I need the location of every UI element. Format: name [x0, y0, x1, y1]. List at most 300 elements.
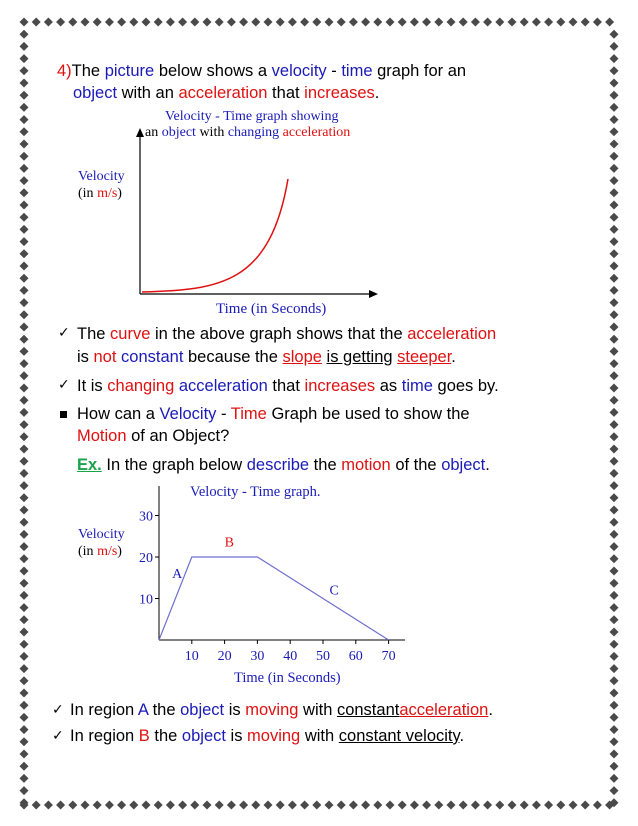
- border-diamond: [610, 323, 619, 332]
- text: with an: [117, 84, 179, 102]
- border-diamond: [117, 801, 126, 810]
- border-diamond: [20, 103, 29, 112]
- border-diamond: [288, 18, 297, 27]
- border-diamond: [20, 420, 29, 429]
- border-diamond: [20, 213, 29, 222]
- border-diamond: [20, 396, 29, 405]
- border-diamond: [325, 801, 334, 810]
- border-diamond: [203, 18, 212, 27]
- border-diamond: [20, 347, 29, 356]
- word-moving: moving: [245, 701, 299, 719]
- border-diamond: [20, 725, 29, 734]
- border-diamond: [610, 310, 619, 319]
- border-diamond: [520, 18, 529, 27]
- border-diamond: [20, 432, 29, 441]
- border-diamond: [203, 801, 212, 810]
- border-diamond: [532, 18, 541, 27]
- border-diamond: [386, 801, 395, 810]
- border-diamond: [610, 750, 619, 759]
- text: is: [225, 727, 248, 745]
- border-diamond: [20, 628, 29, 637]
- chart-y-label: Velocity: [78, 527, 125, 542]
- border-diamond: [20, 554, 29, 563]
- border-diamond: [556, 801, 565, 810]
- word-time: time: [341, 62, 373, 80]
- text: is: [77, 348, 94, 366]
- border-diamond: [610, 579, 619, 588]
- border-diamond: [32, 18, 41, 27]
- border-diamond: [610, 54, 619, 63]
- word-describe: describe: [246, 456, 310, 474]
- border-diamond: [239, 801, 248, 810]
- text: The: [71, 62, 105, 80]
- conclusion-region-a: [70, 700, 493, 721]
- word-steeper: steeper: [397, 348, 452, 366]
- graph1-y-arrow: [136, 128, 144, 137]
- border-diamond: [20, 66, 29, 75]
- check-icon: ✓: [52, 702, 64, 718]
- border-diamond: [20, 201, 29, 210]
- region-label-b: B: [224, 535, 234, 551]
- word-constant-velocity: constant velocity: [338, 727, 460, 745]
- border-diamond: [154, 801, 163, 810]
- text: of the: [390, 456, 442, 474]
- word-moving: moving: [247, 727, 301, 745]
- border-diamond: [610, 274, 619, 283]
- border-diamond: [610, 103, 619, 112]
- border-diamond: [20, 274, 29, 283]
- border-diamond: [20, 286, 29, 295]
- check-icon: ✓: [58, 377, 70, 393]
- border-diamond: [610, 737, 619, 746]
- x-tick-label: 10: [184, 649, 199, 664]
- border-diamond: [215, 18, 224, 27]
- border-diamond: [610, 188, 619, 197]
- word-acceleration: acceleration: [178, 377, 268, 395]
- text: because the: [183, 348, 283, 366]
- word-is-getting: is getting: [326, 348, 393, 366]
- velocity-line: [159, 557, 389, 640]
- border-diamond: [154, 18, 163, 27]
- border-diamond: [610, 213, 619, 222]
- border-diamond: [349, 801, 358, 810]
- border-diamond: [610, 530, 619, 539]
- graph-changing-acceleration: [70, 104, 390, 324]
- text: is: [224, 701, 246, 719]
- border-diamond: [105, 18, 114, 27]
- text: .: [485, 456, 490, 474]
- border-diamond: [581, 801, 590, 810]
- text: as: [375, 377, 402, 395]
- word-motion: motion: [341, 456, 391, 474]
- border-diamond: [251, 18, 260, 27]
- border-diamond: [276, 801, 285, 810]
- border-diamond: [610, 664, 619, 673]
- border-diamond: [422, 18, 431, 27]
- word-object: object: [181, 727, 226, 745]
- x-tick-label: 60: [348, 649, 363, 664]
- border-diamond: [20, 140, 29, 149]
- border-diamond: [20, 676, 29, 685]
- question-4-line-2: [73, 83, 379, 104]
- border-diamond: [373, 801, 382, 810]
- border-diamond: [215, 801, 224, 810]
- border-diamond: [508, 801, 517, 810]
- border-diamond: [20, 384, 29, 393]
- text: that: [267, 84, 305, 102]
- border-diamond: [610, 359, 619, 368]
- border-diamond: [398, 801, 407, 810]
- border-diamond: [398, 18, 407, 27]
- border-diamond: [142, 801, 151, 810]
- border-diamond: [610, 164, 619, 173]
- border-diamond: [610, 542, 619, 551]
- word-acceleration: acceleration: [178, 84, 268, 102]
- border-diamond: [610, 493, 619, 502]
- border-diamond: [20, 79, 29, 88]
- word-motion: Motion: [77, 427, 127, 445]
- border-diamond: [610, 713, 619, 722]
- text: .: [459, 727, 465, 745]
- x-tick-label: 50: [316, 649, 330, 664]
- border-diamond: [610, 30, 619, 39]
- border-diamond: [593, 801, 602, 810]
- border-diamond: [20, 262, 29, 271]
- border-diamond: [312, 801, 321, 810]
- border-diamond: [610, 518, 619, 527]
- border-diamond: [610, 91, 619, 100]
- border-diamond: [337, 18, 346, 27]
- border-diamond: [20, 640, 29, 649]
- word-acceleration: acceleration: [407, 325, 497, 343]
- border-diamond: [20, 518, 29, 527]
- border-diamond: [20, 652, 29, 661]
- border-diamond: [44, 18, 53, 27]
- text: In region: [70, 701, 138, 719]
- chart-x-label: Time (in Seconds): [234, 670, 341, 686]
- border-diamond: [129, 801, 138, 810]
- border-diamond: [20, 54, 29, 63]
- border-diamond: [129, 18, 138, 27]
- border-diamond: [20, 115, 29, 124]
- border-diamond: [569, 801, 578, 810]
- border-diamond: [20, 298, 29, 307]
- border-diamond: [386, 18, 395, 27]
- bullet-3-line-1: [77, 404, 470, 425]
- border-diamond: [459, 801, 468, 810]
- border-diamond: [178, 801, 187, 810]
- square-bullet-icon: [60, 411, 67, 418]
- border-diamond: [20, 713, 29, 722]
- border-diamond: [20, 42, 29, 51]
- border-diamond: [20, 615, 29, 624]
- border-diamond: [610, 786, 619, 795]
- border-diamond: [20, 542, 29, 551]
- border-diamond: [610, 384, 619, 393]
- check-icon: ✓: [58, 325, 70, 341]
- border-diamond: [610, 176, 619, 185]
- border-diamond: [610, 701, 619, 710]
- border-diamond: [495, 18, 504, 27]
- border-diamond: [20, 176, 29, 185]
- border-diamond: [20, 774, 29, 783]
- border-diamond: [20, 152, 29, 161]
- word-increases: increases: [304, 84, 375, 102]
- word-time: Time: [230, 405, 267, 423]
- word-picture: picture: [104, 62, 155, 80]
- border-diamond: [20, 701, 29, 710]
- bullet-1-line-2: [77, 347, 456, 368]
- border-diamond: [337, 801, 346, 810]
- bullet-3-line-2: [77, 426, 229, 447]
- border-diamond: [610, 66, 619, 75]
- graph1-y-unit: (in m/s): [78, 186, 122, 201]
- border-diamond: [610, 347, 619, 356]
- word-object: object: [441, 456, 486, 474]
- text: graph for an: [372, 62, 467, 80]
- border-diamond: [495, 801, 504, 810]
- border-diamond: [20, 469, 29, 478]
- border-diamond: [410, 801, 419, 810]
- bullet-2: [77, 376, 499, 397]
- text: In the graph below: [101, 456, 247, 474]
- border-diamond: [610, 335, 619, 344]
- graph1-x-arrow: [369, 290, 378, 298]
- border-diamond: [349, 18, 358, 27]
- border-diamond: [610, 420, 619, 429]
- text: goes by.: [432, 377, 499, 395]
- border-diamond: [227, 18, 236, 27]
- border-diamond: [610, 676, 619, 685]
- border-diamond: [20, 30, 29, 39]
- text: It is: [77, 377, 108, 395]
- graph1-curve: [142, 179, 288, 292]
- border-diamond: [373, 18, 382, 27]
- border-diamond: [20, 506, 29, 515]
- word-time: time: [401, 377, 433, 395]
- border-diamond: [264, 18, 273, 27]
- border-diamond: [20, 127, 29, 136]
- border-diamond: [190, 18, 199, 27]
- border-diamond: [610, 298, 619, 307]
- border-diamond: [20, 359, 29, 368]
- border-diamond: [288, 801, 297, 810]
- graph1-x-label: Time (in Seconds): [216, 301, 327, 317]
- border-diamond: [20, 237, 29, 246]
- border-diamond: [361, 18, 370, 27]
- border-diamond: [610, 42, 619, 51]
- question-number: 4): [57, 62, 72, 80]
- border-diamond: [20, 445, 29, 454]
- region-label-c: C: [329, 583, 339, 599]
- border-diamond: [20, 762, 29, 771]
- text: -: [326, 62, 342, 80]
- region-b-label: B: [138, 727, 150, 745]
- text: .: [451, 348, 456, 366]
- border-diamond: [20, 750, 29, 759]
- border-diamond: [483, 18, 492, 27]
- border-diamond: [20, 408, 29, 417]
- y-tick-label: 30: [139, 509, 153, 525]
- border-diamond: [251, 801, 260, 810]
- border-diamond: [471, 18, 480, 27]
- border-diamond: [434, 18, 443, 27]
- border-diamond: [610, 628, 619, 637]
- border-diamond: [117, 18, 126, 27]
- border-diamond: [447, 801, 456, 810]
- region-a-label: A: [137, 701, 148, 719]
- text: below shows a: [154, 62, 272, 80]
- border-diamond: [105, 801, 114, 810]
- border-diamond: [434, 801, 443, 810]
- border-diamond: [56, 801, 65, 810]
- border-diamond: [20, 310, 29, 319]
- border-diamond: [312, 18, 321, 27]
- border-diamond: [142, 18, 151, 27]
- border-diamond: [471, 801, 480, 810]
- border-diamond: [569, 18, 578, 27]
- border-diamond: [20, 188, 29, 197]
- border-diamond: [610, 554, 619, 563]
- border-diamond: [581, 18, 590, 27]
- border-diamond: [610, 469, 619, 478]
- border-diamond: [20, 164, 29, 173]
- text: the: [148, 701, 181, 719]
- border-diamond: [166, 18, 175, 27]
- word-changing: changing: [107, 377, 175, 395]
- chart-y-unit: (in m/s): [78, 544, 122, 559]
- border-diamond: [422, 801, 431, 810]
- border-diamond: [610, 774, 619, 783]
- graph1-title-line1: Velocity - Time graph showing: [165, 109, 339, 124]
- border-diamond: [593, 18, 602, 27]
- border-diamond: [325, 18, 334, 27]
- text: with: [298, 701, 337, 719]
- border-diamond: [227, 801, 236, 810]
- text: with: [300, 727, 339, 745]
- border-diamond: [264, 801, 273, 810]
- border-diamond: [68, 801, 77, 810]
- border-diamond: [20, 579, 29, 588]
- border-diamond: [610, 481, 619, 490]
- text: The: [77, 325, 111, 343]
- border-diamond: [44, 801, 53, 810]
- example-label: Ex.: [77, 456, 102, 474]
- border-diamond: [610, 262, 619, 271]
- border-diamond: [300, 801, 309, 810]
- border-diamond: [190, 801, 199, 810]
- text: -: [216, 405, 231, 423]
- border-diamond: [610, 237, 619, 246]
- velocity-time-chart: [70, 478, 420, 693]
- border-diamond: [544, 801, 553, 810]
- word-slope: slope: [282, 348, 322, 366]
- word-object: object: [73, 84, 118, 102]
- border-diamond: [610, 762, 619, 771]
- border-diamond: [520, 801, 529, 810]
- conclusion-region-b: [70, 726, 464, 747]
- border-diamond: [610, 615, 619, 624]
- border-diamond: [610, 567, 619, 576]
- text: in the above graph shows that the: [150, 325, 408, 343]
- question-4-line-1: [57, 61, 466, 82]
- border-diamond: [610, 201, 619, 210]
- text: How can a: [77, 405, 160, 423]
- border-diamond: [20, 786, 29, 795]
- word-acceleration: acceleration: [399, 701, 489, 719]
- chart-title: Velocity - Time graph.: [190, 484, 321, 500]
- border-diamond: [20, 493, 29, 502]
- border-diamond: [20, 323, 29, 332]
- border-diamond: [610, 652, 619, 661]
- border-diamond: [544, 18, 553, 27]
- bullet-1-line-1: [77, 324, 496, 345]
- example-line: [77, 455, 490, 476]
- border-diamond: [483, 801, 492, 810]
- border-diamond: [410, 18, 419, 27]
- y-tick-label: 20: [139, 551, 153, 566]
- border-diamond: [56, 18, 65, 27]
- border-diamond: [610, 286, 619, 295]
- border-diamond: [20, 481, 29, 490]
- border-diamond: [361, 801, 370, 810]
- text: Graph be used to show the: [266, 405, 470, 423]
- border-diamond: [532, 801, 541, 810]
- graph1-y-label: Velocity: [78, 169, 125, 184]
- border-diamond: [20, 249, 29, 258]
- border-diamond: [300, 18, 309, 27]
- border-diamond: [239, 18, 248, 27]
- word-curve: curve: [110, 325, 151, 343]
- border-diamond: [81, 18, 90, 27]
- border-diamond: [20, 530, 29, 539]
- region-label-a: A: [172, 566, 183, 582]
- word-not: not: [93, 348, 117, 366]
- border-diamond: [81, 801, 90, 810]
- border-diamond: [32, 801, 41, 810]
- text: of an Object?: [126, 427, 230, 445]
- border-diamond: [166, 801, 175, 810]
- border-diamond: [508, 18, 517, 27]
- border-diamond: [610, 225, 619, 234]
- border-diamond: [610, 725, 619, 734]
- border-diamond: [20, 664, 29, 673]
- border-diamond: [610, 591, 619, 600]
- graph1-title-line2: an object with changing acceleration: [145, 125, 351, 140]
- word-object: object: [180, 701, 225, 719]
- border-diamond: [610, 127, 619, 136]
- word-velocity: Velocity: [159, 405, 217, 423]
- border-diamond: [610, 506, 619, 515]
- border-diamond: [20, 18, 29, 27]
- x-tick-label: 20: [217, 649, 232, 664]
- border-diamond: [610, 640, 619, 649]
- border-diamond: [20, 225, 29, 234]
- x-tick-label: 70: [381, 649, 396, 664]
- border-diamond: [20, 335, 29, 344]
- word-velocity: velocity: [271, 62, 327, 80]
- border-diamond: [610, 249, 619, 258]
- border-diamond: [20, 603, 29, 612]
- border-diamond: [610, 408, 619, 417]
- border-diamond: [610, 432, 619, 441]
- x-tick-label: 30: [250, 649, 265, 664]
- border-diamond: [556, 18, 565, 27]
- border-diamond: [93, 18, 102, 27]
- border-diamond: [276, 18, 285, 27]
- border-diamond: [610, 79, 619, 88]
- border-diamond: [610, 457, 619, 466]
